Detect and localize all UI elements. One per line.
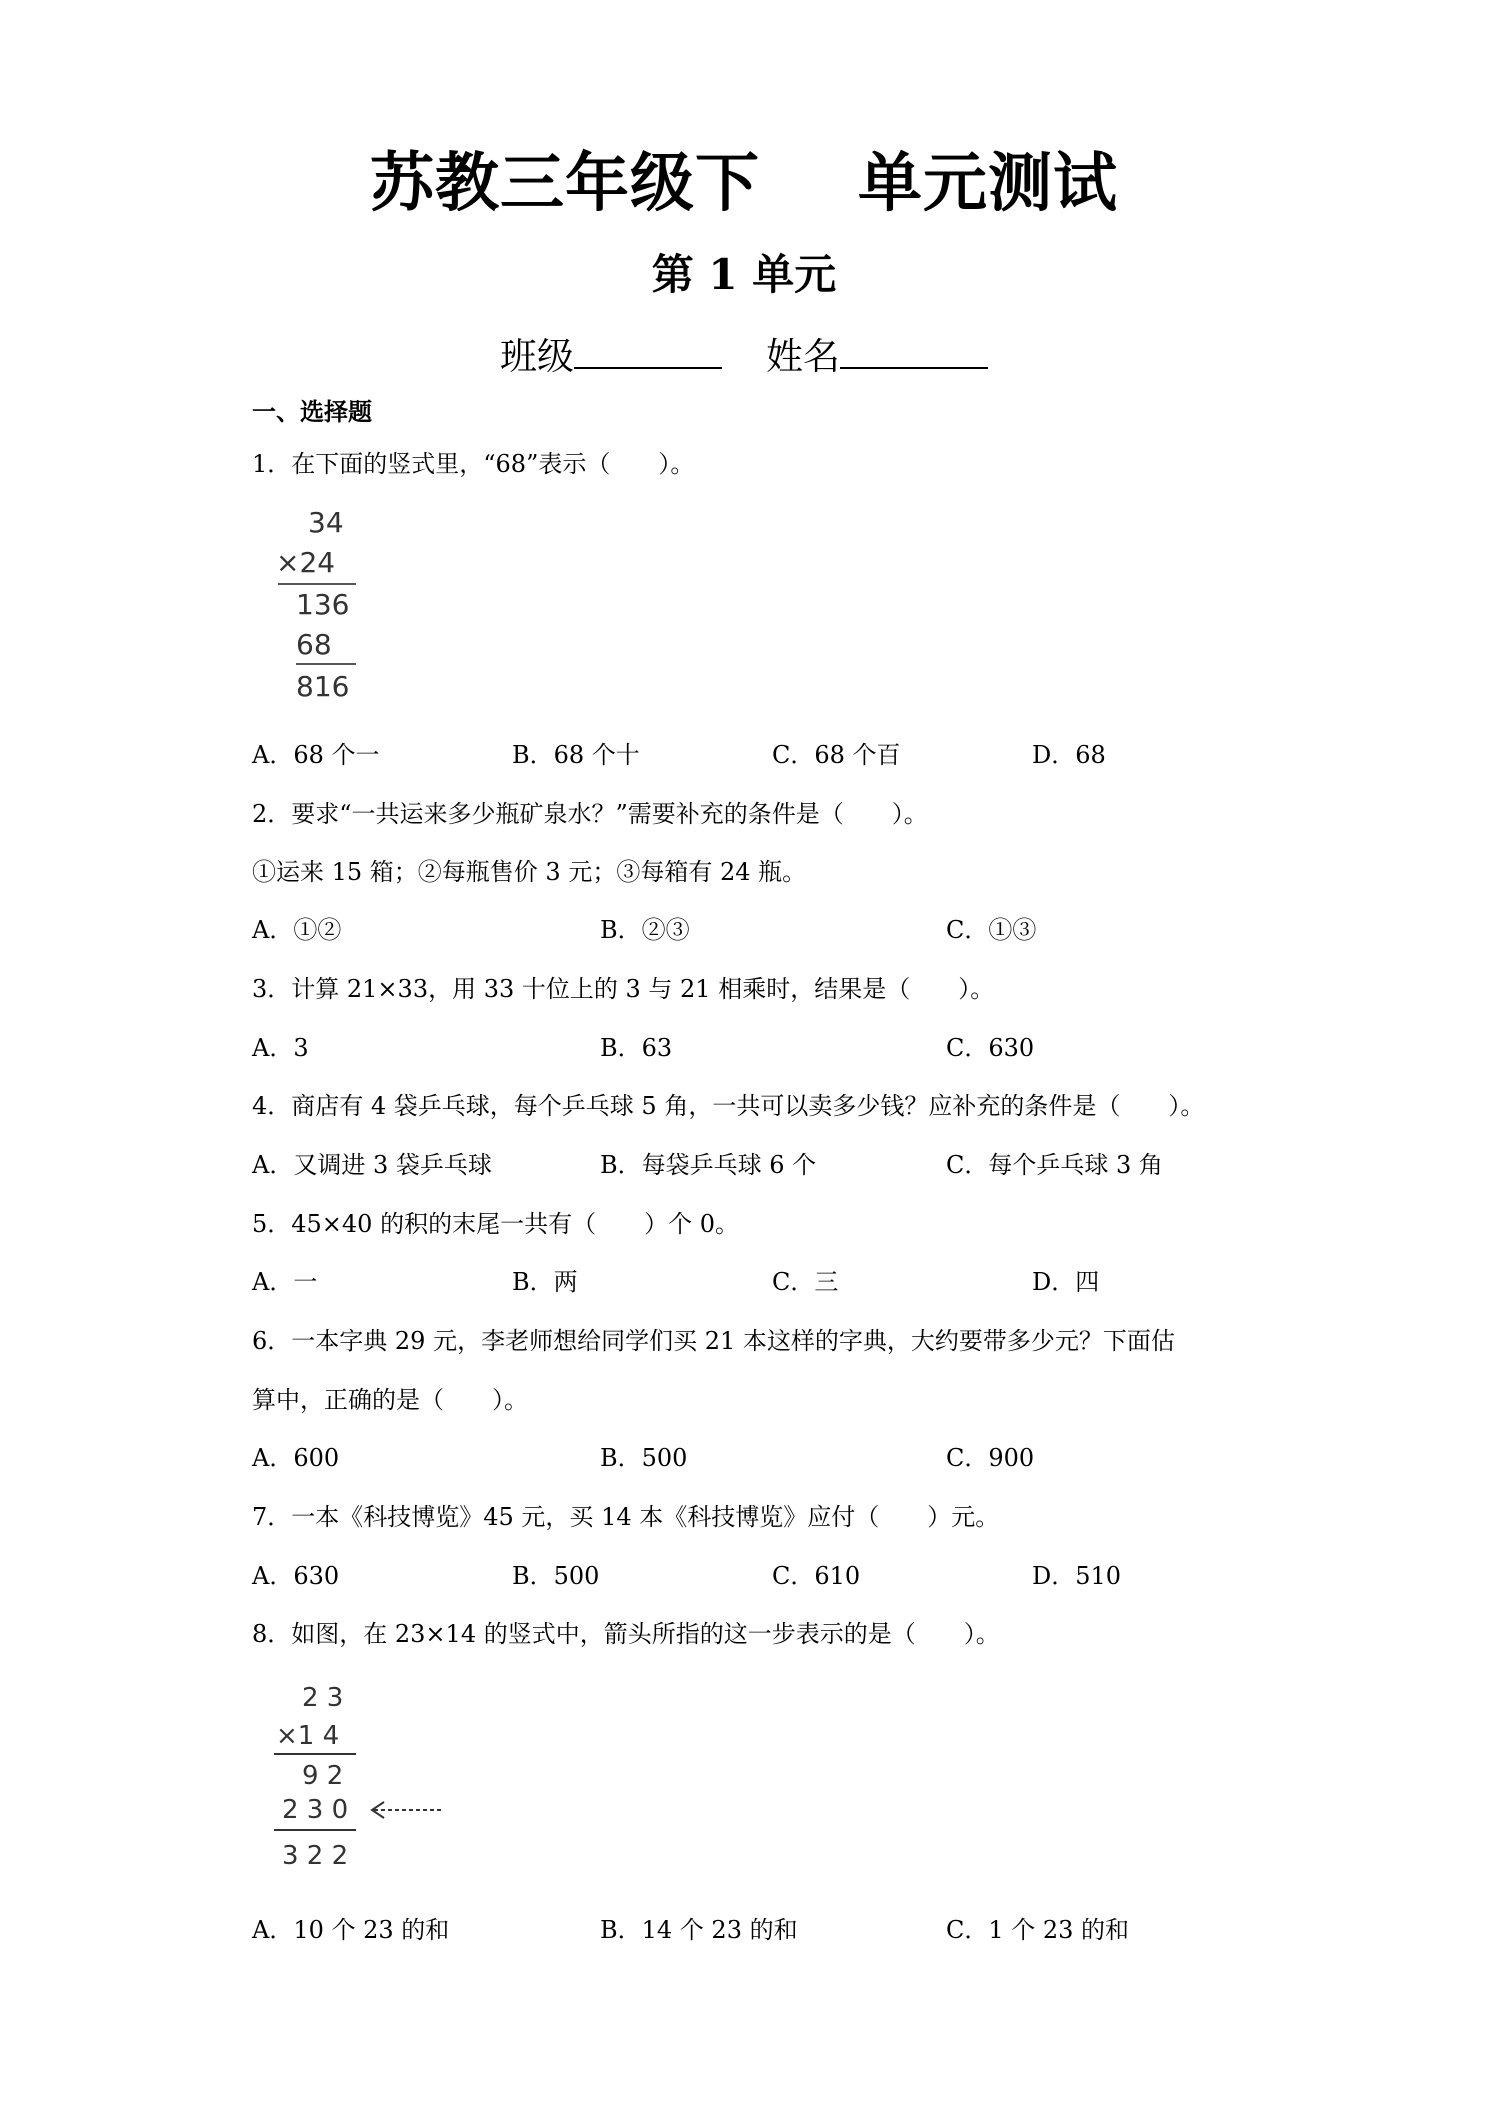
- q1-fig-row-2: ×24: [276, 546, 336, 579]
- q1-option-a[interactable]: A．68 个一: [252, 741, 380, 769]
- question-8-figure: [270, 1678, 450, 1878]
- section-title: 一、选择题: [252, 398, 372, 426]
- title-left: 苏教三年级下: [370, 147, 760, 221]
- q2-option-c[interactable]: C．①③: [946, 916, 1037, 944]
- q7-option-b[interactable]: B．500: [512, 1562, 600, 1590]
- unit-subtitle: 第 1 单元: [651, 250, 837, 299]
- q8-option-b[interactable]: B．14 个 23 的和: [600, 1916, 798, 1944]
- question-3-stem: 3．计算 21×33，用 33 十位上的 3 与 21 相乘时，结果是（ ）。: [252, 975, 995, 1003]
- question-8-stem: 8．如图，在 23×14 的竖式中，箭头所指的这一步表示的是（ ）。: [252, 1620, 1000, 1648]
- q3-option-a[interactable]: A．3: [252, 1034, 309, 1062]
- q4-option-c[interactable]: C．每个乒乓球 3 角: [946, 1151, 1163, 1179]
- q6-option-b[interactable]: B．500: [600, 1444, 688, 1472]
- q1-fig-row-5: 816: [296, 670, 350, 703]
- class-blank: [574, 333, 722, 369]
- class-label: 班级: [500, 335, 574, 378]
- title-right: 单元测试: [858, 147, 1118, 221]
- q7-option-a[interactable]: A．630: [252, 1562, 340, 1590]
- q8-fig-row-3: 9 2: [302, 1761, 344, 1791]
- q1-fig-row-1: 34: [308, 506, 344, 539]
- question-1-figure: [270, 500, 390, 710]
- q5-option-b[interactable]: B．两: [512, 1268, 578, 1296]
- q1-fig-row-4: 68: [296, 628, 332, 661]
- q8-fig-row-4: 2 3 0: [282, 1795, 349, 1825]
- q5-option-d[interactable]: D．四: [1032, 1268, 1100, 1296]
- question-1-stem: 1．在下面的竖式里，“68”表示（ ）。: [252, 450, 695, 478]
- page-title: [0, 132, 1488, 224]
- q2-option-a[interactable]: A．①②: [252, 916, 342, 944]
- q7-option-c[interactable]: C．610: [772, 1562, 861, 1590]
- q4-option-b[interactable]: B．每袋乒乓球 6 个: [600, 1151, 817, 1179]
- q8-option-c[interactable]: C．1 个 23 的和: [946, 1916, 1130, 1944]
- q3-option-c[interactable]: C．630: [946, 1034, 1035, 1062]
- question-2-note: ①运来 15 箱；②每瓶售价 3 元；③每箱有 24 瓶。: [252, 858, 807, 886]
- question-6-stem: 6．一本字典 29 元，李老师想给同学们买 21 本这样的字典，大约要带多少元？下面估: [252, 1327, 1175, 1355]
- q4-option-a[interactable]: A．又调进 3 袋乒乓球: [252, 1151, 492, 1179]
- student-info: [0, 326, 1488, 380]
- q6-option-a[interactable]: A．600: [252, 1444, 340, 1472]
- q8-option-a[interactable]: A．10 个 23 的和: [252, 1916, 450, 1944]
- q7-option-d[interactable]: D．510: [1032, 1562, 1122, 1590]
- q8-fig-row-5: 3 2 2: [282, 1841, 349, 1871]
- q3-option-b[interactable]: B．63: [600, 1034, 673, 1062]
- q1-option-b[interactable]: B．68 个十: [512, 741, 640, 769]
- question-5-stem: 5．45×40 的积的末尾一共有（ ）个 0。: [252, 1210, 739, 1238]
- q8-fig-row-1: 2 3: [302, 1683, 344, 1713]
- q5-option-c[interactable]: C．三: [772, 1268, 839, 1296]
- q1-option-c[interactable]: C．68 个百: [772, 741, 901, 769]
- q2-option-b[interactable]: B．②③: [600, 916, 690, 944]
- name-blank: [840, 333, 988, 369]
- pointer-arrow-icon: [372, 1802, 442, 1818]
- question-4-stem: 4．商店有 4 袋乒乓球，每个乒乓球 5 角，一共可以卖多少钱？应补充的条件是（ ）。: [252, 1092, 1205, 1120]
- q6-option-c[interactable]: C．900: [946, 1444, 1035, 1472]
- q8-fig-row-2: ×1 4: [276, 1721, 340, 1751]
- question-6-stem-cont: 算中，正确的是（ ）。: [252, 1386, 528, 1414]
- q1-option-d[interactable]: D．68: [1032, 741, 1106, 769]
- question-7-stem: 7．一本《科技博览》45 元，买 14 本《科技博览》应付（ ）元。: [252, 1503, 1000, 1531]
- question-2-stem: 2．要求“一共运来多少瓶矿泉水？”需要补充的条件是（ ）。: [252, 800, 928, 828]
- q1-fig-row-3: 136: [296, 588, 350, 621]
- q5-option-a[interactable]: A．一: [252, 1268, 318, 1296]
- name-label: 姓名: [766, 335, 840, 378]
